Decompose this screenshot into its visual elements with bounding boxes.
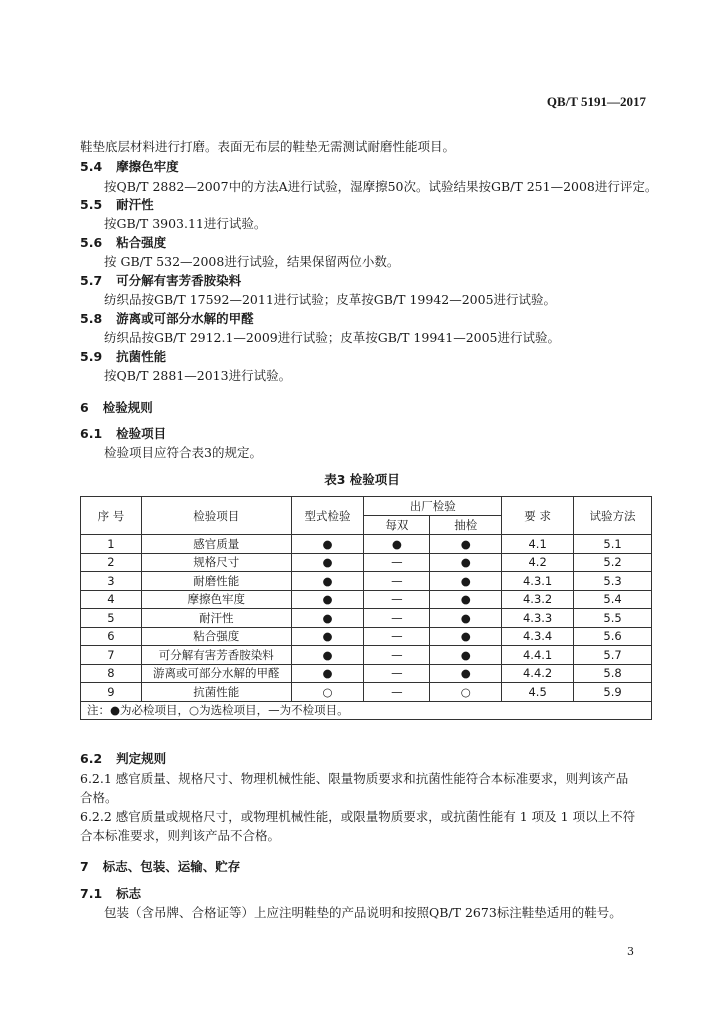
cell-requirement: 4.5 bbox=[502, 683, 574, 702]
cell-item: 抗菌性能 bbox=[141, 683, 291, 702]
standard-number: QB/T 5191—2017 bbox=[546, 94, 646, 109]
section-title: 粘合强度 bbox=[116, 235, 167, 250]
cell-item: 游离或可部分水解的甲醛 bbox=[141, 664, 291, 683]
cell-each-pair: — bbox=[364, 683, 430, 702]
cell-seq: 2 bbox=[81, 553, 142, 572]
section-title: 可分解有害芳香胺染料 bbox=[116, 273, 242, 288]
section-5-7-text: 纺织品按GB/T 17592—2011进行试验；皮革按GB/T 19942—2005进行试验。 bbox=[104, 292, 557, 307]
section-6-2-2-line1: 6.2.2 感官质量或规格尺寸，或物理机械性能，或限量物质要求，或抗菌性能有 1 项及 1 项以上不符 bbox=[80, 809, 636, 824]
cell-each-pair: ● bbox=[364, 535, 430, 554]
cell-method: 5.7 bbox=[574, 646, 652, 665]
cell-each-pair: — bbox=[364, 664, 430, 683]
cell-item: 可分解有害芳香胺染料 bbox=[141, 646, 291, 665]
section-5-9-heading bbox=[80, 347, 166, 365]
section-5-5-heading bbox=[80, 195, 154, 213]
header-type-test: 型式检验 bbox=[291, 497, 364, 535]
page-number: 3 bbox=[627, 945, 634, 958]
cell-sampling: ● bbox=[430, 646, 502, 665]
cell-each-pair: — bbox=[364, 627, 430, 646]
section-6-1-text: 检验项目应符合表3的规定。 bbox=[104, 445, 262, 460]
cell-sampling: ● bbox=[430, 590, 502, 609]
section-6-2-1-line2: 合格。 bbox=[80, 790, 118, 805]
table-row bbox=[81, 590, 652, 609]
cell-method: 5.6 bbox=[574, 627, 652, 646]
section-number: 6 bbox=[80, 400, 89, 415]
cell-sampling: ● bbox=[430, 609, 502, 628]
section-number: 5.7 bbox=[80, 273, 103, 288]
cell-item: 粘合强度 bbox=[141, 627, 291, 646]
table-row bbox=[81, 572, 652, 591]
section-5-8-heading bbox=[80, 309, 254, 327]
section-5-4-text: 按QB/T 2882—2007中的方法A进行试验，湿摩擦50次。试验结果按GB/T 251—2008进行评定。 bbox=[104, 179, 658, 194]
cell-item: 耐汗性 bbox=[141, 609, 291, 628]
inspection-table bbox=[80, 496, 652, 720]
header-item: 检验项目 bbox=[141, 497, 291, 535]
section-6-1-heading bbox=[80, 424, 166, 442]
section-5-4-heading bbox=[80, 157, 179, 175]
cell-requirement: 4.3.3 bbox=[502, 609, 574, 628]
header-requirement: 要 求 bbox=[502, 497, 574, 535]
cell-method: 5.8 bbox=[574, 664, 652, 683]
cell-type-test: ● bbox=[291, 572, 364, 591]
cell-type-test: ○ bbox=[291, 683, 364, 702]
cell-type-test: ● bbox=[291, 664, 364, 683]
header-method: 试验方法 bbox=[574, 497, 652, 535]
cell-each-pair: — bbox=[364, 590, 430, 609]
cell-seq: 1 bbox=[81, 535, 142, 554]
section-5-5-text: 按GB/T 3903.11进行试验。 bbox=[104, 216, 267, 231]
cell-requirement: 4.3.1 bbox=[502, 572, 574, 591]
section-5-9-text: 按QB/T 2881—2013进行试验。 bbox=[104, 368, 292, 383]
paragraph-continuation: 鞋垫底层材料进行打磨。表面无布层的鞋垫无需测试耐磨性能项目。 bbox=[80, 139, 456, 154]
section-5-6-text: 按 GB/T 532—2008进行试验，结果保留两位小数。 bbox=[104, 254, 400, 269]
section-title: 抗菌性能 bbox=[116, 349, 167, 364]
cell-seq: 3 bbox=[81, 572, 142, 591]
section-6-2-1-line1: 6.2.1 感官质量、规格尺寸、物理机械性能、限量物质要求和抗菌性能符合本标准要求，则判该产品 bbox=[80, 771, 629, 786]
section-5-8-text: 纺织品按GB/T 2912.1—2009进行试验；皮革按GB/T 19941—2005进行试验。 bbox=[104, 330, 561, 345]
table-row bbox=[81, 609, 652, 628]
cell-sampling: ● bbox=[430, 627, 502, 646]
section-5-6-heading bbox=[80, 233, 166, 251]
cell-sampling: ○ bbox=[430, 683, 502, 702]
table-row bbox=[81, 646, 652, 665]
table-row bbox=[81, 535, 652, 554]
section-title: 标志、包装、运输、贮存 bbox=[102, 859, 241, 874]
cell-each-pair: — bbox=[364, 609, 430, 628]
cell-item: 感官质量 bbox=[141, 535, 291, 554]
header-seq: 序 号 bbox=[81, 497, 142, 535]
section-6-2-2-line2: 合本标准要求，则判该产品不合格。 bbox=[80, 828, 281, 843]
table-note-row bbox=[81, 701, 652, 720]
table-row bbox=[81, 664, 652, 683]
table-header-row bbox=[81, 497, 652, 516]
cell-sampling: ● bbox=[430, 553, 502, 572]
cell-requirement: 4.3.4 bbox=[502, 627, 574, 646]
cell-sampling: ● bbox=[430, 572, 502, 591]
table-row bbox=[81, 627, 652, 646]
header-each-pair: 每双 bbox=[364, 516, 430, 535]
section-number: 6.1 bbox=[80, 426, 103, 441]
cell-seq: 8 bbox=[81, 664, 142, 683]
section-7-1-text: 包装（含吊牌、合格证等）上应注明鞋垫的产品说明和按照QB/T 2673标注鞋垫适用的鞋号。 bbox=[104, 905, 622, 920]
cell-requirement: 4.4.1 bbox=[502, 646, 574, 665]
cell-method: 5.1 bbox=[574, 535, 652, 554]
cell-requirement: 4.2 bbox=[502, 553, 574, 572]
table-note: 注：●为必检项目，○为选检项目，—为不检项目。 bbox=[81, 701, 652, 720]
table-caption: 表3 检验项目 bbox=[324, 472, 400, 487]
section-number: 5.5 bbox=[80, 197, 103, 212]
section-7-heading bbox=[80, 857, 240, 875]
section-title: 检验项目 bbox=[116, 426, 167, 441]
section-title: 检验规则 bbox=[102, 400, 153, 415]
section-number: 5.6 bbox=[80, 235, 103, 250]
cell-requirement: 4.3.2 bbox=[502, 590, 574, 609]
section-6-heading bbox=[80, 398, 153, 416]
section-number: 7.1 bbox=[80, 886, 103, 901]
cell-item: 摩擦色牢度 bbox=[141, 590, 291, 609]
section-5-7-heading bbox=[80, 271, 241, 289]
cell-seq: 7 bbox=[81, 646, 142, 665]
cell-requirement: 4.1 bbox=[502, 535, 574, 554]
cell-seq: 9 bbox=[81, 683, 142, 702]
cell-type-test: ● bbox=[291, 553, 364, 572]
section-number: 6.2 bbox=[80, 751, 103, 766]
cell-each-pair: — bbox=[364, 646, 430, 665]
section-title: 标志 bbox=[116, 886, 142, 901]
cell-sampling: ● bbox=[430, 664, 502, 683]
cell-type-test: ● bbox=[291, 535, 364, 554]
cell-method: 5.5 bbox=[574, 609, 652, 628]
cell-method: 5.9 bbox=[574, 683, 652, 702]
cell-each-pair: — bbox=[364, 553, 430, 572]
cell-method: 5.2 bbox=[574, 553, 652, 572]
cell-requirement: 4.4.2 bbox=[502, 664, 574, 683]
cell-type-test: ● bbox=[291, 609, 364, 628]
table-row bbox=[81, 683, 652, 702]
cell-item: 耐磨性能 bbox=[141, 572, 291, 591]
cell-method: 5.3 bbox=[574, 572, 652, 591]
header-sampling: 抽检 bbox=[430, 516, 502, 535]
cell-seq: 4 bbox=[81, 590, 142, 609]
header-factory-test: 出厂检验 bbox=[364, 497, 502, 516]
cell-type-test: ● bbox=[291, 646, 364, 665]
table-row bbox=[81, 553, 652, 572]
cell-seq: 6 bbox=[81, 627, 142, 646]
cell-sampling: ● bbox=[430, 535, 502, 554]
section-title: 摩擦色牢度 bbox=[116, 159, 179, 174]
section-title: 耐汗性 bbox=[116, 197, 154, 212]
section-number: 5.8 bbox=[80, 311, 103, 326]
section-number: 7 bbox=[80, 859, 89, 874]
section-number: 5.4 bbox=[80, 159, 103, 174]
section-7-1-heading bbox=[80, 884, 141, 902]
cell-item: 规格尺寸 bbox=[141, 553, 291, 572]
section-title: 游离或可部分水解的甲醛 bbox=[116, 311, 254, 326]
cell-method: 5.4 bbox=[574, 590, 652, 609]
section-number: 5.9 bbox=[80, 349, 103, 364]
section-title: 判定规则 bbox=[116, 751, 167, 766]
cell-each-pair: — bbox=[364, 572, 430, 591]
cell-seq: 5 bbox=[81, 609, 142, 628]
section-6-2-heading bbox=[80, 749, 166, 767]
cell-type-test: ● bbox=[291, 590, 364, 609]
cell-type-test: ● bbox=[291, 627, 364, 646]
